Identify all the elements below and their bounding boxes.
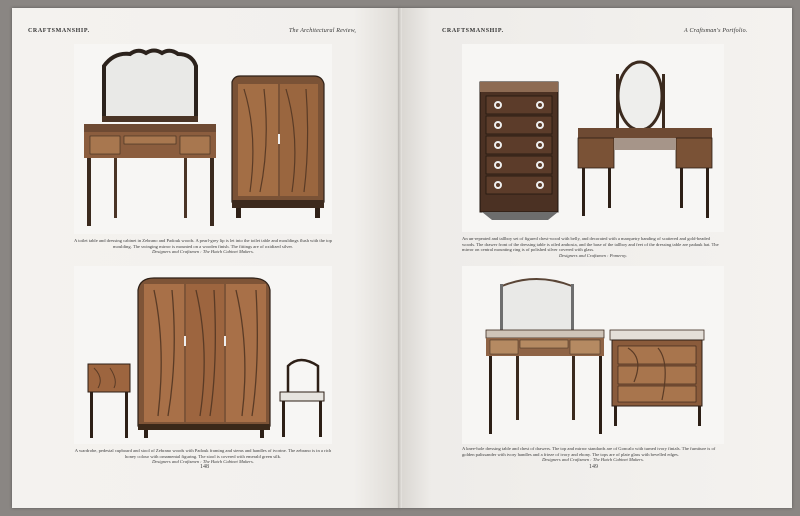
- book-spread: [4, 2, 796, 512]
- left-top-credit: Designers and Craftsmen : The Hatch Cabinet Makers.: [152, 249, 254, 255]
- right-bottom-caption-block: [462, 446, 724, 463]
- right-top-credit: Designers and Craftsmen : Pomeroy.: [558, 252, 628, 258]
- book-gutter: [398, 8, 402, 508]
- right-running-head: CRAFTSMANSHIP.: [442, 28, 504, 34]
- right-portfolio-title: A Craftsman's Portfolio.: [684, 28, 748, 34]
- right-page-number: 149: [589, 464, 598, 470]
- left-bottom-caption-block: [74, 448, 332, 465]
- left-running-head: CRAFTSMANSHIP.: [28, 28, 90, 34]
- left-page-number: 148: [200, 464, 209, 470]
- left-bottom-credit: Designers and Craftsmen : The Hatch Cabinet Makers.: [152, 459, 254, 465]
- photo-kneehole-table-and-chest: [462, 266, 724, 444]
- photo-tallboy-and-dressing-table: [462, 44, 724, 232]
- right-bottom-caption: A knee-hole dressing table and chest of drawers. The top and mirror standards are of Goncalo with turned ivory finials. The furniture is of golden palissander with ivory handles and a frieze of ivory and ebony. The tops are of plate glass with bevelled edges.: [462, 446, 716, 457]
- left-bottom-caption: A wardrobe, pedestal cupboard and stool of Zebrano woods with Padouk framing and stems and handles of ivorine. The zebrano is in a rich honey colour with ornamental figuring. The stool is covered with emerald green silk.: [74, 448, 332, 459]
- right-top-caption: An un-repeated and tallboy set of figured chest-wood with belly, and decorated with a marquetry banding of scattered and gold-beaded woods. The drawer front of the dressing table is oiled ambosia, and the base of the tallboy and feet of the dressing table are padauk hat. The mirror on central mounting ring is of polished silver covered with glass.: [462, 236, 719, 253]
- left-journal-title: The Architectural Review,: [289, 28, 357, 34]
- photo-toilet-table-and-cabinet: [74, 44, 332, 234]
- photo-wardrobe-cupboard-stool: [74, 266, 332, 444]
- right-top-caption-block: [462, 236, 724, 258]
- left-top-caption: A toilet table and dressing cabinet in Zebrano and Padouk woods. A pearl-grey lip is let into the toilet table and mouldings flush with the top moulding. The swinging mirror is mounted on a wooden finish. The fittings are of oxidized silver.: [74, 238, 332, 249]
- right-bottom-credit: Designers and Craftsmen : The Hatch Cabinet Makers.: [542, 457, 644, 463]
- left-top-caption-block: [74, 238, 332, 255]
